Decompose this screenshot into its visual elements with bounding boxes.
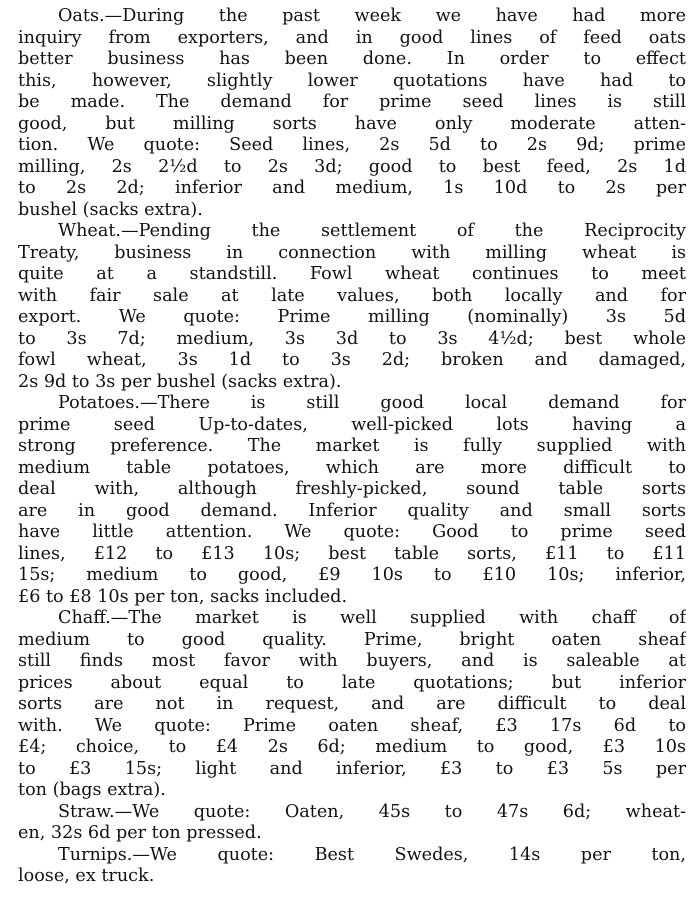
- text-line: tion. We quote: Seed lines, 2s 5d to 2s 9d; prime: [18, 135, 686, 155]
- text-line: export. We quote: Prime milling (nominally) 3s 5d: [18, 307, 686, 327]
- text-line: Wheat.—Pending the settlement of the Reciprocity: [58, 221, 686, 241]
- text-line: en, 32s 6d per ton pressed.: [18, 823, 262, 843]
- text-line: loose, ex truck.: [18, 866, 155, 886]
- text-line: prices about equal to late quotations; but inferior: [18, 672, 686, 693]
- text-line: prime seed Up-to-dates, well-picked lots having a: [18, 414, 686, 435]
- text-line: Straw.—We quote: Oaten, 45s to 47s 6d; wheat-: [58, 801, 686, 822]
- paragraph-turnips: [18, 845, 686, 888]
- paragraph-wheat: [18, 221, 686, 393]
- text-line: medium to good quality. Prime, bright oaten sheaf: [18, 629, 686, 650]
- text-line: strong preference. The market is fully supplied with: [18, 436, 686, 456]
- text-line: quite at a standstill. Fowl wheat continues to meet: [18, 264, 686, 284]
- paragraph-potatoes: [18, 393, 686, 608]
- paragraph-straw: [18, 802, 686, 845]
- text-line: bushel (sacks extra).: [18, 199, 203, 220]
- text-line: medium table potatoes, which are more difficult to: [18, 457, 686, 478]
- text-line: have little attention. We quote: Good to prime seed: [18, 522, 686, 542]
- paragraph-oats: [18, 6, 686, 221]
- text-line: lines, £12 to £13 10s; best table sorts, £11 to £11: [18, 543, 686, 564]
- text-line: 2s 9d to 3s per bushel (sacks extra).: [18, 371, 342, 392]
- text-line: Oats.—During the past week we have had more: [58, 6, 686, 26]
- text-line: with. We quote: Prime oaten sheaf, £3 17s 6d to: [18, 715, 686, 736]
- text-line: to 2s 2d; inferior and medium, 1s 10d to 2s per: [18, 178, 686, 198]
- text-line: to £3 15s; light and inferior, £3 to £3 5s per: [18, 758, 686, 779]
- text-line: to 3s 7d; medium, 3s 3d to 3s 4½d; best whole: [18, 328, 686, 349]
- text-line: better business has been done. In order to effect: [18, 49, 686, 69]
- text-line: are in good demand. Inferior quality and small sorts: [18, 500, 686, 521]
- text-line: be made. The demand for prime seed lines is still: [18, 92, 686, 112]
- text-line: sorts are not in request, and are difficult to deal: [18, 694, 686, 714]
- text-line: inquiry from exporters, and in good lines of feed oats: [18, 27, 686, 48]
- text-line: still finds most favor with buyers, and is saleable at: [18, 651, 686, 671]
- text-line: milling, 2s 2½d to 2s 3d; good to best feed, 2s 1d: [18, 156, 686, 177]
- text-line: Potatoes.—There is still good local demand for: [58, 393, 686, 413]
- text-line: £6 to £8 10s per ton, sacks included.: [18, 586, 348, 607]
- text-line: this, however, slightly lower quotations have had to: [18, 70, 686, 91]
- text-line: Treaty, business in connection with milling wheat is: [18, 242, 686, 263]
- paragraph-chaff: [18, 608, 686, 802]
- text-line: fowl wheat, 3s 1d to 3s 2d; broken and damaged,: [18, 350, 686, 370]
- text-line: ton (bags extra).: [18, 780, 166, 800]
- text-line: £4; choice, to £4 2s 6d; medium to good, £3 10s: [18, 737, 686, 757]
- text-line: Chaff.—The market is well supplied with chaff of: [58, 608, 686, 628]
- text-line: deal with, although freshly-picked, sound table sorts: [18, 479, 686, 499]
- text-line: 15s; medium to good, £9 10s to £10 10s; inferior,: [18, 565, 686, 585]
- text-line: Turnips.—We quote: Best Swedes, 14s per ton,: [58, 844, 686, 865]
- text-line: good, but milling sorts have only moderate atten-: [18, 113, 686, 134]
- text-line: with fair sale at late values, both locally and for: [18, 285, 686, 306]
